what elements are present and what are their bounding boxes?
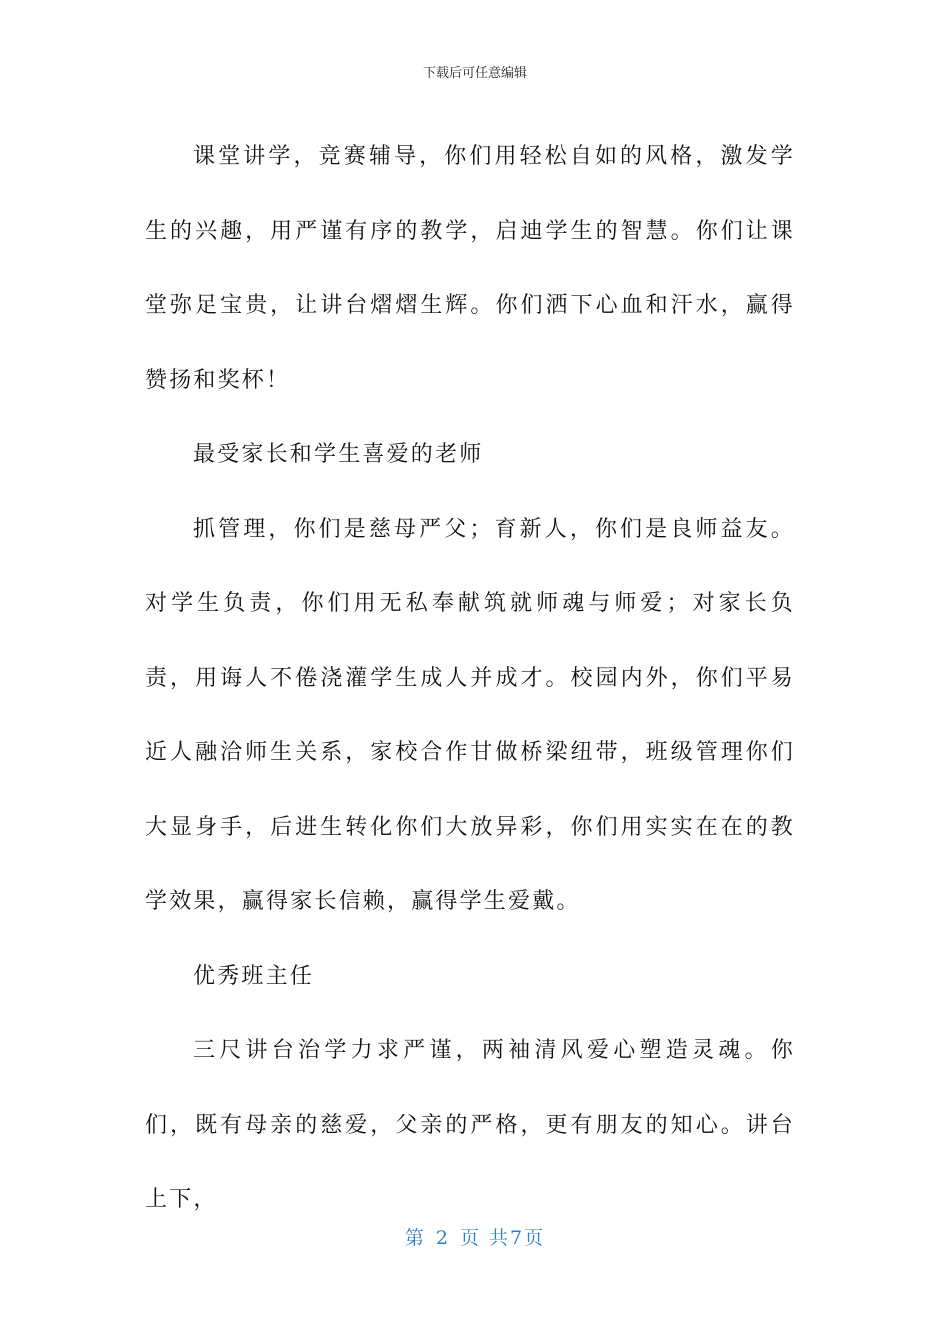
paragraph-classroom-teaching: 课堂讲学，竞赛辅导，你们用轻松自如的风格，激发学生的兴趣，用严谨有序的教学，启迪学生的智慧。你们让课堂弥足宝贵，让讲台熠熠生辉。你们洒下心血和汗水，赢得赞扬和奖杯！ [145,144,795,393]
total-pages-number: 7 [510,1227,525,1249]
page-header: 下载后可任意编辑 [422,66,527,81]
paragraph-favorite-teacher: 抓管理，你们是慈母严父；育新人，你们是良师益友。对学生负责，你们用无私奉献筑就师魂与师爱；对家长负责，用诲人不倦浇灌学生成人并成才。校园内外，你们平易近人融洽师生关系，家校合作甘做桥梁纽带，班级管理你们大显身手，后进生转化你们大放异彩，你们用实实在在的教学效果，赢得家长信赖，赢得学生爱戴。 [145,516,795,914]
section-heading-favorite-teacher: 最受家长和学生喜爱的老师 [193,442,484,467]
section-heading-head-teacher: 优秀班主任 [193,963,315,989]
page-footer [0,1224,950,1252]
footer-suffix: 页 [524,1227,546,1249]
footer-prefix: 第 [404,1227,426,1249]
current-page-number: 2 [435,1227,450,1249]
document-body [145,120,795,1238]
footer-middle: 页 共 [459,1227,511,1249]
paragraph-head-teacher: 三尺讲台治学力求严谨，两袖清风爱心塑造灵魂。你们，既有母亲的慈爱，父亲的严格，更有朋友的知心。讲台上下， [145,1038,795,1212]
